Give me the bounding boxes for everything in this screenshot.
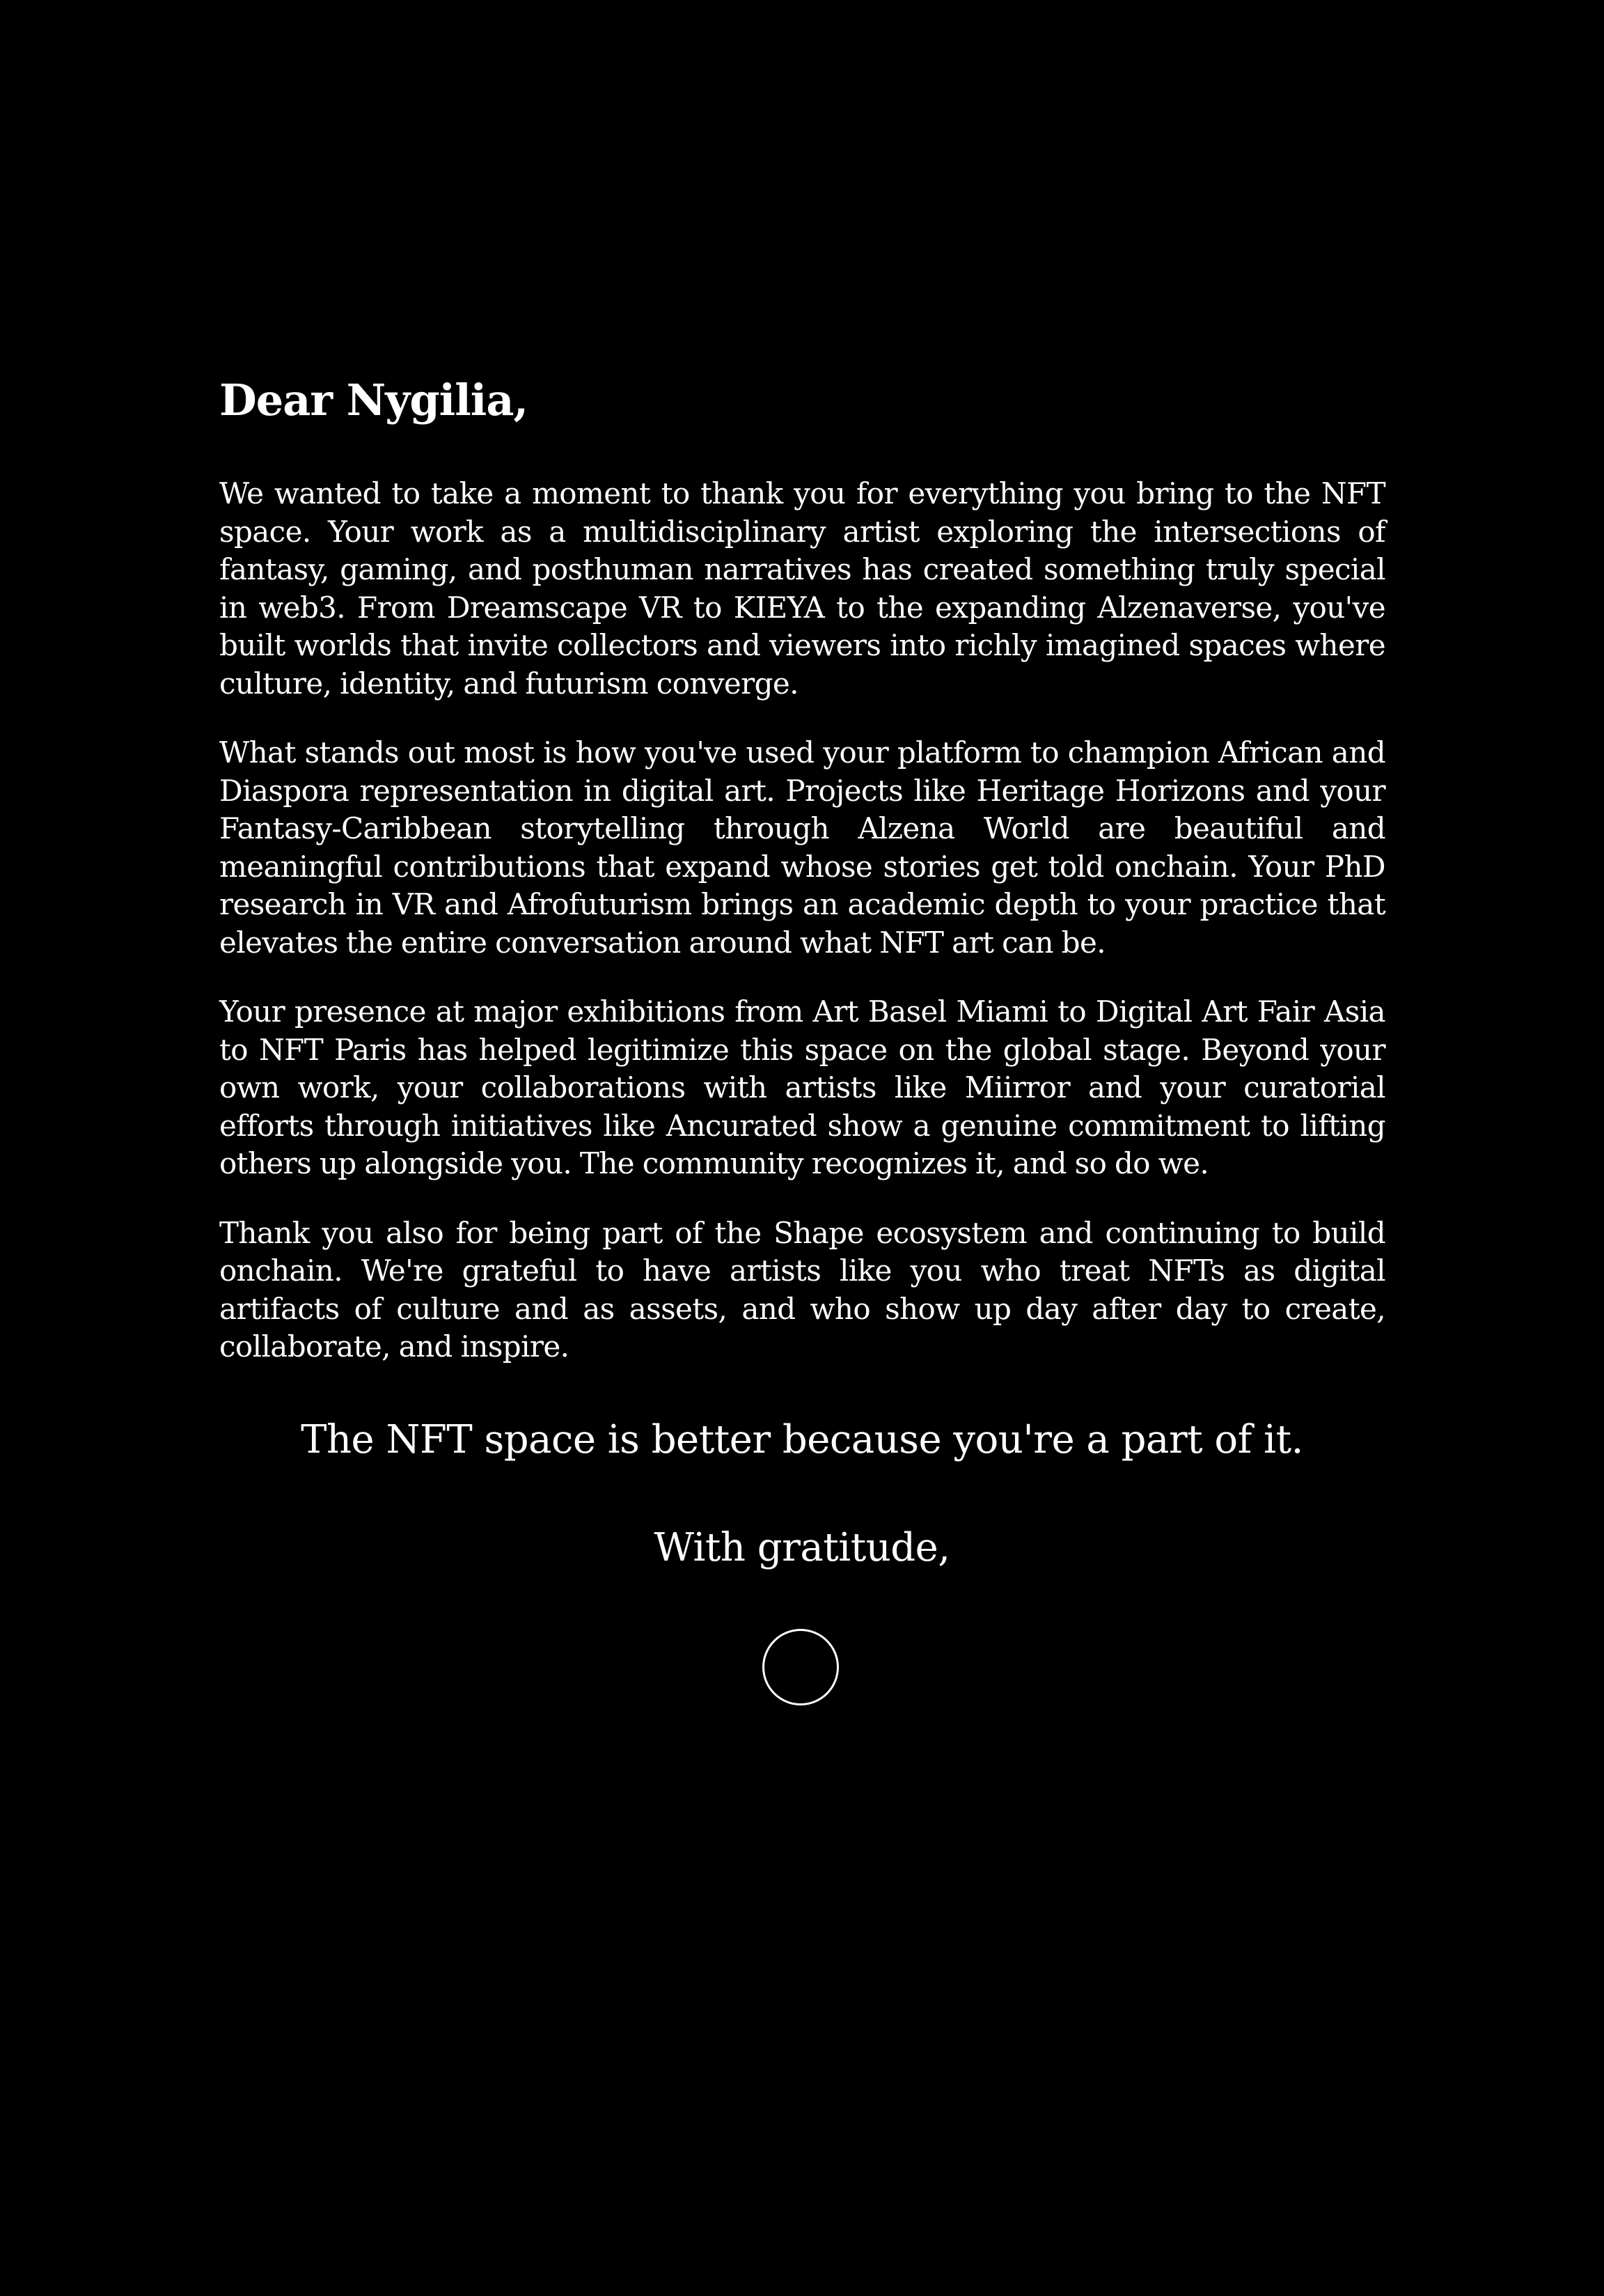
letter-paragraph-4: Thank you also for being part of the Shape ecosystem and continuing to build onchain. We're grateful to have artists like you who treat NFTs as digital artifacts of culture and as assets, and who show up day after day to create, collaborate, and inspire. bbox=[219, 1215, 1385, 1364]
letter-paragraph-2: What stands out most is how you've used your platform to champion African and Diaspora representation in digital art. Projects like Heritage Horizons and your Fantasy-Caribbean storytelling through Alzena World are beautiful and meaningful contributions that expand whose stories get told onchain. Your PhD research in VR and Afrofuturism brings an academic depth to your practice that elevates the entire conversation around what NFT art can be. bbox=[219, 735, 1385, 960]
signoff: With gratitude, bbox=[654, 1525, 950, 1570]
letter-paragraph-1: We wanted to take a moment to thank you for everything you bring to the NFT space. Your work as a multidisciplinary artist exploring the intersections of fantasy, gaming, and posthuman narratives has created something truly special in web3. From Dreamscape VR to KIEYA to the expanding Alzenaverse, you've built worlds that invite collectors and viewers into richly imagined spaces where culture, identity, and futurism converge. bbox=[219, 476, 1385, 701]
closing-line: The NFT space is better because you're a part of it. bbox=[301, 1417, 1303, 1462]
letter-paragraph-3: Your presence at major exhibitions from Art Basel Miami to Digital Art Fair Asia to NFT Paris has helped legitimize this space on the global stage. Beyond your own work, your collaborations with artists like Miirror and your curatorial efforts through initiatives like Ancurated show a genuine commitment to lifting others up alongside you. The community recognizes it, and so do we. bbox=[219, 994, 1385, 1180]
letter-body bbox=[219, 369, 1385, 1398]
letter-greeting: Dear Nygilia, bbox=[219, 375, 528, 425]
signature-circle-icon bbox=[762, 1629, 839, 1705]
